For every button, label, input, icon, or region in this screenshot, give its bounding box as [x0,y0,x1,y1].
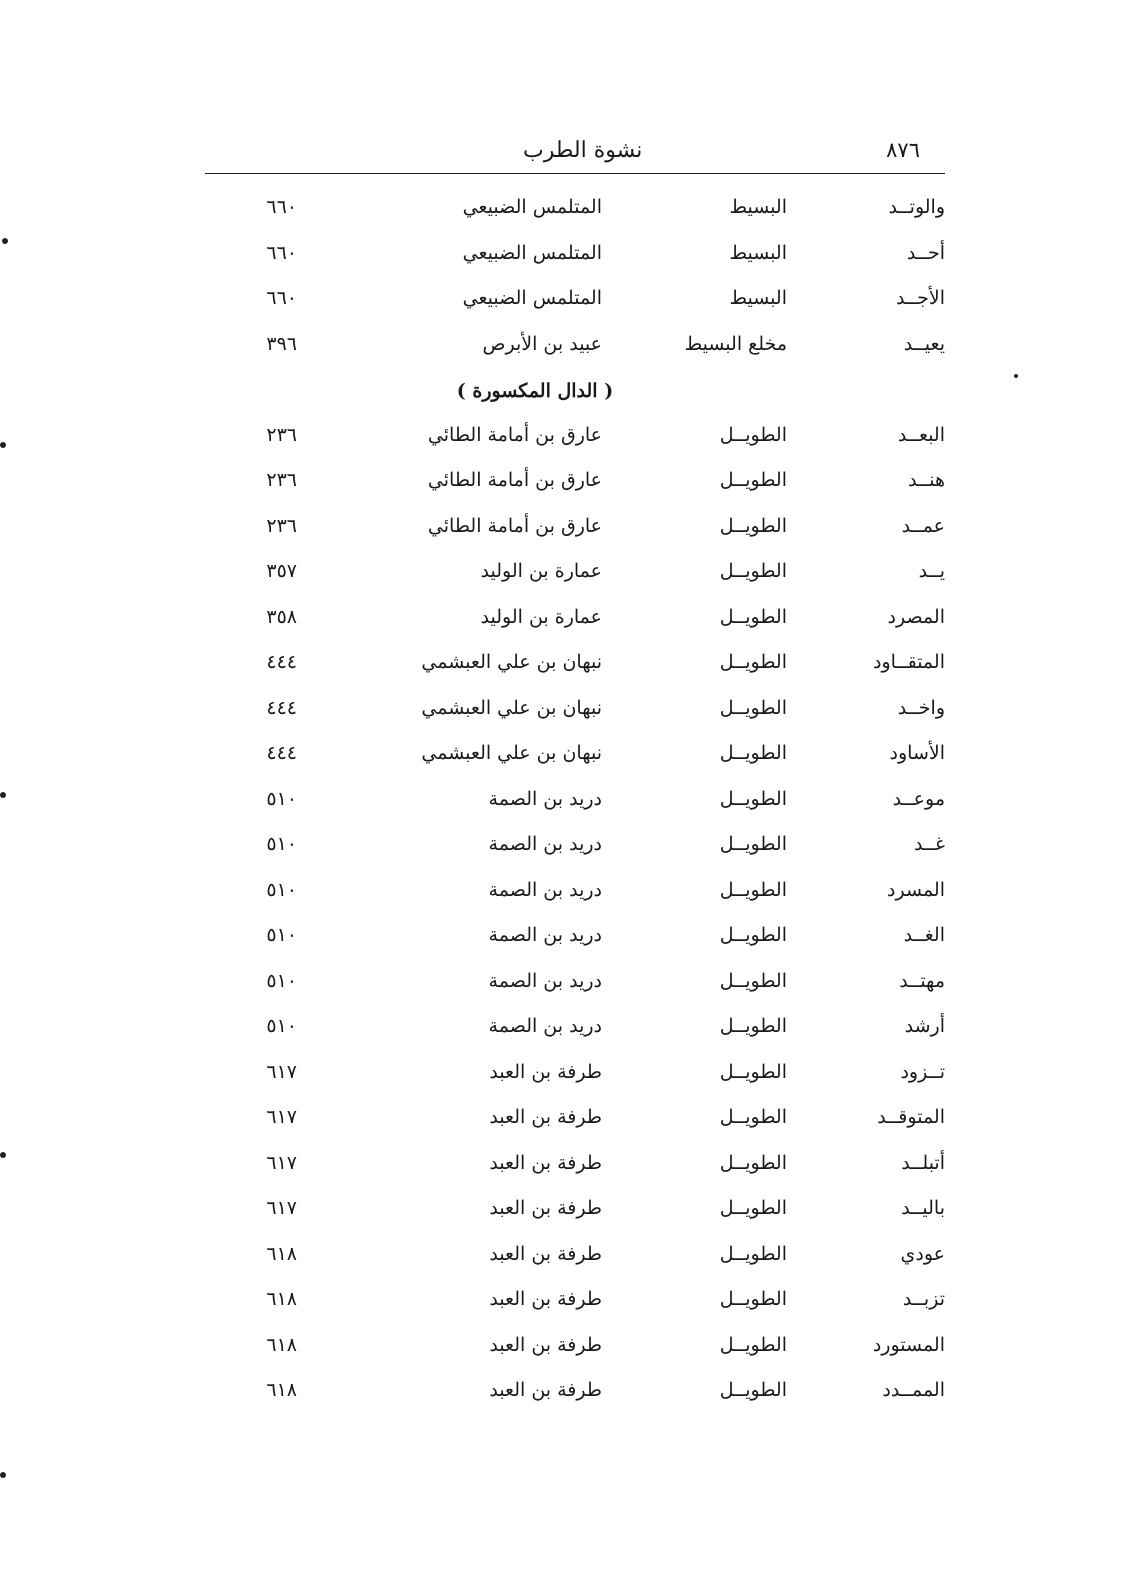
poet-cell: عارق بن أمامة الطائي [427,514,602,537]
meter-cell: الطويــل [719,696,787,719]
scan-speck [2,238,8,244]
table-row [205,188,945,234]
meter-cell: الطويــل [719,1015,787,1037]
table-row [205,325,945,371]
page-ref-cell: ٤٤٤ [266,742,297,764]
table-row [205,734,945,780]
meter-cell: الطويــل [719,1151,787,1174]
poet-cell: طرفة بن العبد [489,1060,602,1083]
meter-cell: الطويــل [719,1379,787,1401]
page-ref-cell: ٢٣٦ [266,423,297,446]
table-row [205,689,945,735]
poet-cell: المتلمس الضبيعي [462,241,602,264]
meter-cell: الطويــل [719,742,787,764]
table-row [205,916,945,962]
meter-cell: الطويــل [719,1106,787,1128]
meter-cell: الطويــل [719,833,787,855]
poet-cell: المتلمس الضبيعي [462,196,602,218]
rhyme-cell: أحــد [906,241,945,264]
table-row [205,643,945,689]
meter-cell: البسيط [729,241,787,264]
table-row [205,962,945,1008]
page-ref-cell: ٦١٧ [266,1197,297,1219]
meter-cell: الطويــل [719,924,787,946]
rhyme-cell: المتوقــد [877,1106,945,1128]
meter-cell: مخلع البسيط [684,332,787,355]
poet-cell: طرفة بن العبد [489,1379,602,1401]
rhyme-cell: أتبلــد [901,1151,945,1174]
poet-cell: طرفة بن العبد [489,1197,602,1219]
page-ref-cell: ٦١٨ [266,1379,297,1401]
poet-cell: دريد بن الصمة [488,1015,602,1037]
rows-top [205,188,945,370]
page-ref-cell: ٤٤٤ [266,651,297,673]
scan-speck [0,1472,6,1478]
meter-cell: الطويــل [719,605,787,628]
page-ref-cell: ٦١٧ [266,1106,297,1128]
meter-cell: الطويــل [719,787,787,810]
poet-cell: دريد بن الصمة [488,833,602,855]
meter-cell: الطويــل [719,469,787,491]
rhyme-cell: البعــد [897,423,945,446]
poet-cell: طرفة بن العبد [489,1242,602,1265]
poet-cell: دريد بن الصمة [488,924,602,946]
table-row [205,416,945,462]
running-title: نشوة الطرب [523,138,643,163]
page-ref-cell: ٤٤٤ [266,696,297,719]
table-row [205,1235,945,1281]
poet-cell: عمارة بن الوليد [480,560,602,582]
poet-cell: دريد بن الصمة [488,969,602,992]
rhyme-cell: يعيــد [903,332,945,355]
rhyme-index-table [205,188,945,1417]
page-ref-cell: ٥١٠ [266,787,297,810]
poet-cell: طرفة بن العبد [489,1106,602,1128]
meter-cell: الطويــل [719,423,787,446]
poet-cell: عارق بن أمامة الطائي [427,423,602,446]
rhyme-cell: هنــد [908,469,945,491]
rhyme-cell: الأساود [889,742,945,764]
page-header [205,138,945,174]
meter-cell: الطويــل [719,1333,787,1356]
table-row [205,1371,945,1417]
table-row [205,507,945,553]
table-row [205,234,945,280]
page-ref-cell: ٦١٨ [266,1333,297,1356]
table-row [205,871,945,917]
page-ref-cell: ٥١٠ [266,1015,297,1037]
page-ref-cell: ٦٦٠ [266,196,297,218]
page-ref-cell: ٦١٨ [266,1288,297,1310]
section-heading [205,370,945,416]
page-ref-cell: ٣٩٦ [266,332,297,355]
page-ref-cell: ٦١٧ [266,1060,297,1083]
rhyme-cell: مهتــد [899,969,945,992]
page-ref-cell: ٥١٠ [266,878,297,901]
rhyme-cell: المصرد [887,605,945,628]
scan-speck [0,442,6,448]
meter-cell: الطويــل [719,878,787,901]
page-ref-cell: ٣٥٨ [266,605,297,628]
poet-cell: دريد بن الصمة [488,787,602,810]
meter-cell: البسيط [729,287,787,309]
meter-cell: الطويــل [719,1288,787,1310]
table-row [205,780,945,826]
poet-cell: عارق بن أمامة الطائي [427,469,602,491]
table-row [205,552,945,598]
table-row [205,1098,945,1144]
table-row [205,1007,945,1053]
table-row [205,825,945,871]
rhyme-cell: تزبــد [902,1288,945,1310]
rhyme-cell: الغــد [903,924,945,946]
poet-cell: نبهان بن علي العبشمي [421,651,602,673]
rhyme-cell: المستورد [872,1333,945,1356]
rows-bottom [205,416,945,1417]
section-heading-text: ( الدال المكسورة ) [456,380,614,402]
page-ref-cell: ٥١٠ [266,969,297,992]
rhyme-cell: الممــدد [882,1379,945,1401]
poet-cell: نبهان بن علي العبشمي [421,742,602,764]
meter-cell: الطويــل [719,969,787,992]
meter-cell: الطويــل [719,1197,787,1219]
rhyme-cell: والوتــد [888,196,945,218]
table-row [205,1053,945,1099]
page-ref-cell: ٥١٠ [266,924,297,946]
page-ref-cell: ٥١٠ [266,833,297,855]
page-ref-cell: ٦١٧ [266,1151,297,1174]
table-row [205,1189,945,1235]
rhyme-cell: الأجــد [896,287,945,309]
scan-speck [0,792,6,798]
rhyme-cell: موعــد [892,787,945,810]
rhyme-cell: عمــد [901,514,945,537]
rhyme-cell: باليــد [901,1197,945,1219]
poet-cell: عمارة بن الوليد [480,605,602,628]
poet-cell: المتلمس الضبيعي [462,287,602,309]
page-ref-cell: ٦١٨ [266,1242,297,1265]
page-ref-cell: ٦٦٠ [266,287,297,309]
poet-cell: طرفة بن العبد [489,1333,602,1356]
rhyme-cell: غــد [913,833,945,855]
page-ref-cell: ٣٥٧ [266,560,297,582]
rhyme-cell: واخــد [897,696,945,719]
poet-cell: طرفة بن العبد [489,1151,602,1174]
poet-cell: عبيد بن الأبرص [482,332,602,355]
rhyme-cell: المسرد [887,878,945,901]
table-row [205,461,945,507]
page-ref-cell: ٦٦٠ [266,241,297,264]
meter-cell: الطويــل [719,651,787,673]
meter-cell: الطويــل [719,1060,787,1083]
meter-cell: الطويــل [719,514,787,537]
table-row [205,598,945,644]
meter-cell: الطويــل [719,560,787,582]
rhyme-cell: المتقــاود [873,651,945,673]
poet-cell: نبهان بن علي العبشمي [421,696,602,719]
table-row [205,1144,945,1190]
poet-cell: دريد بن الصمة [488,878,602,901]
scan-speck [1014,374,1018,378]
rhyme-cell: تــزود [900,1060,945,1083]
rhyme-cell: عودي [900,1242,945,1265]
scan-speck [0,1152,6,1158]
page-ref-cell: ٢٣٦ [266,514,297,537]
table-row [205,279,945,325]
rhyme-cell: يــد [918,560,945,582]
page-number: ٨٧٦ [886,138,920,162]
table-row [205,1326,945,1372]
poet-cell: طرفة بن العبد [489,1288,602,1310]
rhyme-cell: أرشد [904,1015,945,1037]
meter-cell: البسيط [729,196,787,218]
header-rule [205,173,945,174]
page-ref-cell: ٢٣٦ [266,469,297,491]
table-row [205,1280,945,1326]
meter-cell: الطويــل [719,1242,787,1265]
